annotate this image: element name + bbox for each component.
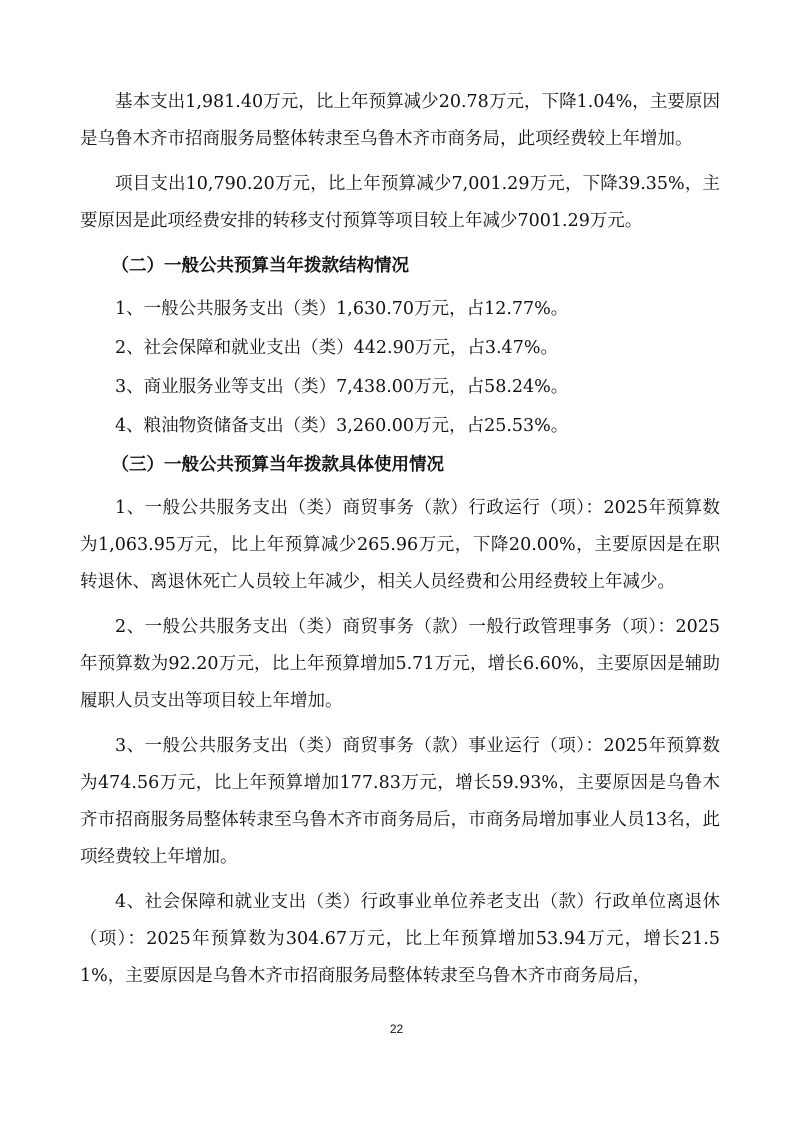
paragraph-basic-expenditure: 基本支出1,981.40万元，比上年预算减少20.78万元，下降1.04%，主要原因是乌鲁木齐市招商服务局整体转隶至乌鲁木齐市商务局，此项经费较上年增加。 [80,92,720,149]
section-heading-usage: （三）一般公共预算当年拨款具体使用情况 [111,455,444,475]
structure-item-grain-oil-reserves: 4、粮油物资储备支出（类）3,260.00万元，占25.53%。 [115,416,569,436]
paragraph-project-expenditure: 项目支出10,790.20万元，比上年预算减少7,001.29万元，下降39.35%，主要原因是此项经费安排的转移支付预算等项目较上年减少7001.29万元。 [80,174,720,231]
page-number: 22 [389,1022,404,1036]
usage-paragraph-institution-operation: 3、一般公共服务支出（类）商贸事务（款）事业运行（项）：2025年预算数为474.56万元，比上年预算增加177.83万元，增长59.93%，主要原因是乌鲁木齐市招商服务局整体转隶至乌鲁木齐市商务局后，市商务局增加事业人员13名，此项经费较上年增加。 [80,736,720,867]
usage-paragraph-administrative-operation: 1、一般公共服务支出（类）商贸事务（款）行政运行（项）：2025年预算数为1,063.95万元，比上年预算减少265.96万元，下降20.00%，主要原因是在职转退休、离退休死亡人员较上年减少，相关人员经费和公用经费较上年减少。 [80,498,720,592]
structure-item-social-security: 2、社会保障和就业支出（类）442.90万元，占3.47%。 [115,338,558,358]
usage-paragraph-retirement: 4、社会保障和就业支出（类）行政事业单位养老支出（款）行政单位离退休（项）：2025年预算数为304.67万元，比上年预算增加53.94万元，增长21.51%，主要原因是乌鲁木齐市招商服务局整体转隶至乌鲁木齐市商务局后， [80,892,720,986]
structure-item-commerce-services: 3、商业服务业等支出（类）7,438.00万元，占58.24%。 [115,377,569,397]
usage-paragraph-general-admin-affairs: 2、一般公共服务支出（类）商贸事务（款）一般行政管理事务（项）：2025年预算数为92.20万元，比上年预算增加5.71万元，增长6.60%，主要原因是辅助履职人员支出等项目较上年增加。 [80,617,720,711]
document-body [80,84,720,1003]
section-heading-structure: （二）一般公共预算当年拨款结构情况 [111,256,409,276]
structure-item-general-public-services: 1、一般公共服务支出（类）1,630.70万元，占12.77%。 [115,299,569,319]
